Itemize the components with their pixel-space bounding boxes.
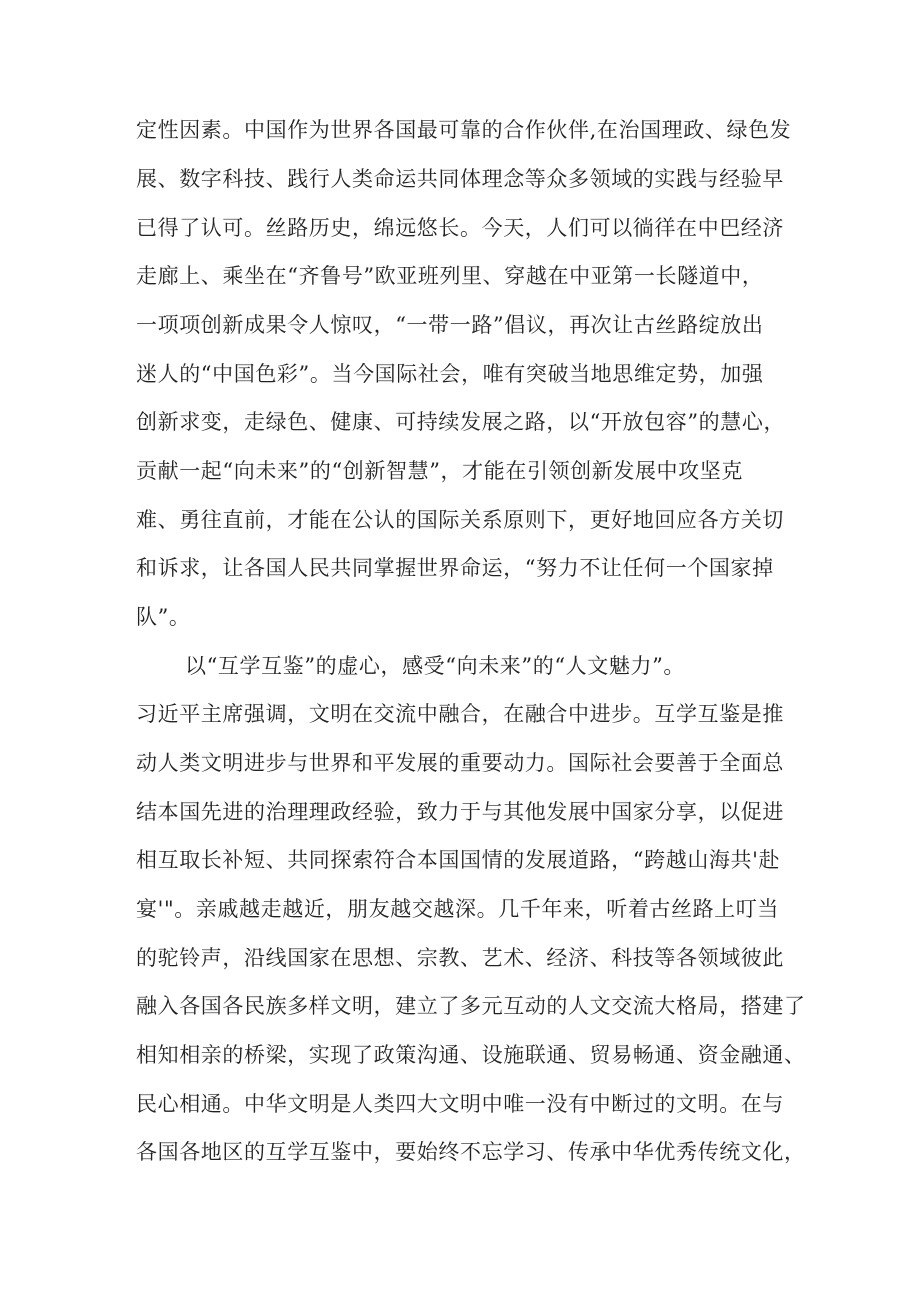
text-line: 相互取长补短、共同探索符合本国国情的发展道路，“跨越山海共'赴	[136, 848, 781, 872]
text-line: 融入各国各民族多样文明，建立了多元互动的人文交流大格局，搭建了	[136, 994, 806, 1018]
text-line: 相知相亲的桥梁，实现了政策沟通、设施联通、贸易畅通、资金融通、	[136, 1043, 806, 1067]
text-line: 宴'"。亲戚越走越近，朋友越交越深。几千年来，听着古丝路上叮当	[136, 897, 780, 921]
section-heading: 以“互学互鉴”的虚心，感受“向未来”的“人文魅力”。	[185, 654, 686, 678]
text-line: 展、数字科技、践行人类命运共同体理念等众多领域的实践与经验早	[136, 167, 784, 191]
text-line: 一项项创新成果令人惊叹，“一带一路”倡议，再次让古丝路绽放出	[136, 313, 764, 337]
text-line: 队”。	[136, 605, 191, 629]
text-line: 民心相通。中华文明是人类四大文明中唯一没有中断过的文明。在与	[136, 1092, 784, 1116]
text-line: 走廊上、乘坐在“齐鲁号”欧亚班列里、穿越在中亚第一长隧道中，	[136, 264, 764, 288]
text-line: 动人类文明进步与世界和平发展的重要动力。国际社会要善于全面总	[136, 751, 784, 775]
text-line: 迷人的“中国色彩”。当今国际社会，唯有突破当地思维定势，加强	[136, 362, 764, 386]
text-line: 各国各地区的互学互鉴中，要始终不忘学习、传承中华优秀传统文化，	[136, 1140, 806, 1164]
text-line: 难、勇往直前，才能在公认的国际关系原则下，更好地回应各方关切	[136, 508, 784, 532]
text-line: 定性因素。中国作为世界各国最可靠的合作伙伴,在治国理政、绿色发	[136, 118, 792, 142]
text-line: 贡献一起“向未来”的“创新智慧”，才能在引领创新发展中攻坚克	[136, 459, 743, 483]
text-line: 创新求变，走绿色、健康、可持续发展之路，以“开放包容”的慧心，	[136, 410, 786, 434]
text-line: 结本国先进的治理理政经验，致力于与其他发展中国家分享，以促进	[136, 800, 784, 824]
text-line: 的驼铃声，沿线国家在思想、宗教、艺术、经济、科技等各领域彼此	[136, 946, 784, 970]
text-line: 已得了认可。丝路历史，绵远悠长。今天，人们可以徜徉在中巴经济	[136, 216, 784, 240]
text-line: 和诉求，让各国人民共同掌握世界命运，“努力不让任何一个国家掉	[136, 556, 774, 580]
text-line: 习近平主席强调，文明在交流中融合，在融合中进步。互学互鉴是推	[136, 702, 784, 726]
